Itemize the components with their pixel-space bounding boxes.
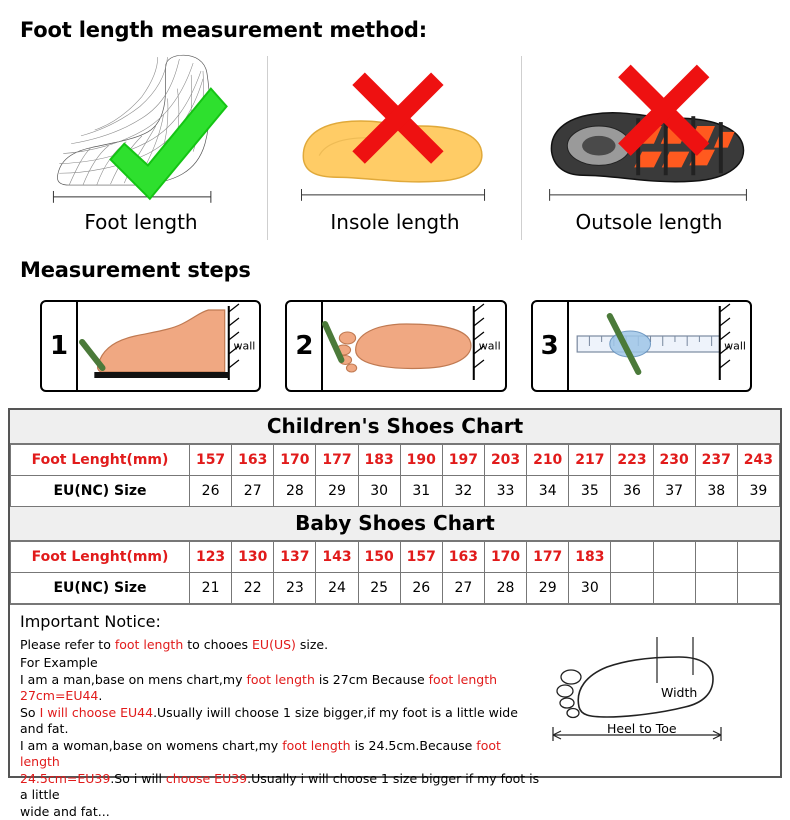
cell: 28 [274,476,316,507]
text: is 27cm Because [314,672,429,687]
method-panels [18,48,772,248]
empty-cell [611,542,653,573]
cell: 39 [737,476,779,507]
cell: 24 [316,573,358,604]
notice-line-1 [20,637,540,653]
wall-label: wall [233,339,256,353]
cell: 35 [569,476,611,507]
panel-caption: Foot length [84,210,198,234]
text: .Usually i will choose 1 size bigger if my foot is a little [20,771,540,802]
step-number: 3 [540,331,559,361]
empty-cell [695,573,737,604]
text-highlight: foot length [114,637,184,652]
text-highlight: EU(US) [252,637,296,652]
notice-line-7: wide and fat... [20,804,110,819]
notice-line-3 [20,672,540,703]
text-highlight: foot length [246,672,315,687]
empty-cell [737,573,779,604]
cell: 23 [274,573,316,604]
ruler-icon [567,302,750,390]
cell: 230 [653,445,695,476]
page-title-foot-length-method: Foot length measurement method: [20,18,427,42]
panel-caption: Outsole length [575,210,723,234]
cell: 123 [190,542,232,573]
cell: 150 [358,542,400,573]
step-box-2 [285,300,506,392]
children-size-table [10,444,780,507]
step-number: 2 [295,331,314,361]
notice-line-2: For Example [20,654,98,670]
cell: 163 [442,542,484,573]
heel-to-toe-label: Heel to Toe [607,721,677,736]
text: . [98,687,103,703]
foot-measurement-diagram [545,631,760,751]
text: to chooes [183,637,253,652]
baby-size-table [10,541,780,604]
cell: 30 [358,476,400,507]
foot-bottom-view-icon [321,302,504,390]
insole-icon [272,48,518,208]
notice-line-6 [20,771,540,802]
measurement-steps [40,300,752,392]
notice-title: Important Notice: [20,612,161,631]
cell: 210 [527,445,569,476]
text-highlight: 24.5cm=EU39 [20,771,111,786]
cell: 32 [442,476,484,507]
size-chart-block [8,408,782,819]
text: So [20,705,40,720]
panel-caption: Insole length [330,210,460,234]
cell: 183 [358,445,400,476]
empty-cell [737,542,779,573]
cell: 177 [316,445,358,476]
cell: 33 [484,476,526,507]
cell: 21 [190,573,232,604]
width-label: Width [661,685,698,700]
children-chart-title: Children's Shoes Chart [10,410,780,444]
row-label-eu-size: EU(NC) Size [11,573,190,604]
important-notice [10,604,780,819]
cell: 29 [527,573,569,604]
outsole-icon [526,48,772,208]
cell: 36 [611,476,653,507]
cell: 31 [400,476,442,507]
table-row [11,542,780,573]
page-title-measurement-steps: Measurement steps [20,258,251,282]
text-highlight: foot length 27cm=EU44 [20,672,498,703]
text-highlight: I will choose EU44 [39,705,154,720]
cell: 223 [611,445,653,476]
cell: 28 [484,573,526,604]
cell: 26 [400,573,442,604]
cell: 217 [569,445,611,476]
cell: 243 [737,445,779,476]
table-row [11,573,780,604]
empty-cell [695,542,737,573]
table-row [11,445,780,476]
cell: 163 [232,445,274,476]
cell: 27 [442,573,484,604]
cell: 27 [232,476,274,507]
text: .Usually iwill choose 1 size bigger,if my foot is a little wide and fat. [20,705,518,736]
cell: 137 [274,542,316,573]
cell: 25 [358,573,400,604]
text: is 24.5cm.Because [350,738,477,753]
notice-line-4 [20,705,540,736]
cell: 183 [569,542,611,573]
step-box-1 [40,300,261,392]
cell: 37 [653,476,695,507]
empty-cell [653,573,695,604]
cell: 177 [527,542,569,573]
table-row [11,476,780,507]
step-box-3 [531,300,752,392]
panel-outsole-length [526,48,772,248]
baby-chart-title: Baby Shoes Chart [10,507,780,541]
cell: 38 [695,476,737,507]
text: .So i will [110,771,166,786]
wall-label: wall [724,339,746,353]
empty-cell [653,542,695,573]
text-highlight: choose EU39 [165,771,248,786]
step-number: 1 [50,331,69,361]
text: Please refer to [20,637,115,652]
cell: 143 [316,542,358,573]
cell: 26 [190,476,232,507]
panel-insole-length [272,48,518,248]
row-label-eu-size: EU(NC) Size [11,476,190,507]
foot-side-view-icon [76,302,259,390]
cell: 237 [695,445,737,476]
text: I am a woman,base on womens chart,my [20,738,283,753]
cell: 30 [569,573,611,604]
wall-label: wall [478,339,501,353]
foot-mesh-icon [18,48,264,208]
row-label-foot-length: Foot Lenght(mm) [11,445,190,476]
cell: 29 [316,476,358,507]
text-highlight: foot length [282,738,351,753]
cell: 157 [190,445,232,476]
row-label-foot-length: Foot Lenght(mm) [11,542,190,573]
text: size. [295,637,329,652]
empty-cell [611,573,653,604]
cell: 170 [274,445,316,476]
cell: 197 [442,445,484,476]
text: I am a man,base on mens chart,my [20,672,247,687]
notice-line-5 [20,738,540,769]
panel-foot-length [18,48,264,248]
cell: 34 [527,476,569,507]
cell: 130 [232,542,274,573]
text-highlight: foot length [20,738,501,769]
cell: 190 [400,445,442,476]
cell: 203 [484,445,526,476]
cell: 170 [484,542,526,573]
cell: 22 [232,573,274,604]
cell: 157 [400,542,442,573]
